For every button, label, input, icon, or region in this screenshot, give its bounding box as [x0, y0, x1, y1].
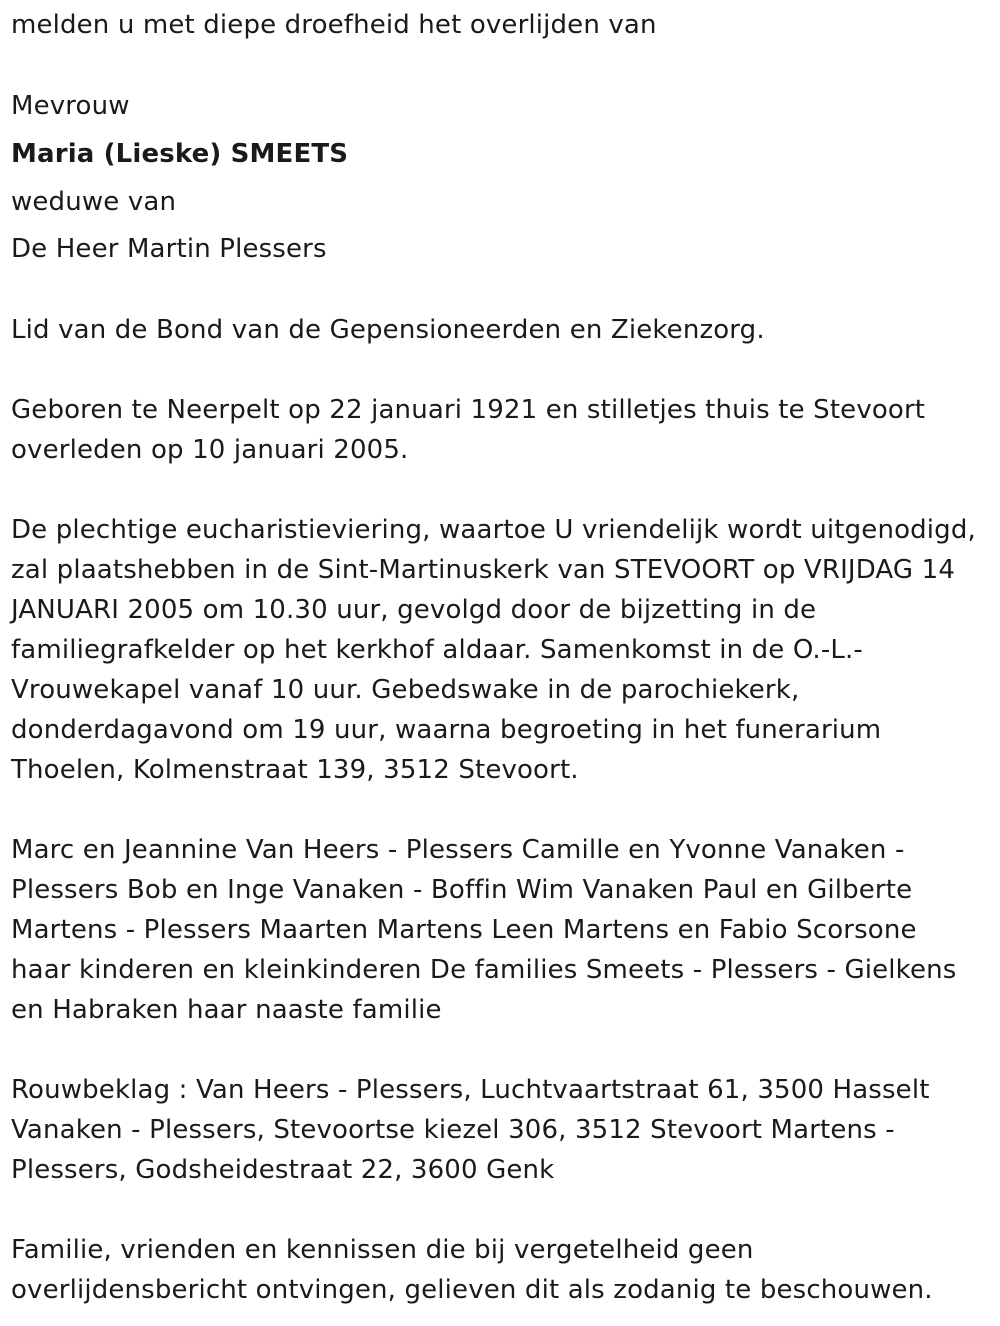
- paragraph-line: JANUARI 2005 om 10.30 uur, gevolgd door de bijzetting in de: [11, 595, 817, 625]
- closing-paragraph: [11, 1230, 996, 1310]
- paragraph-line: en Habraken haar naaste familie: [11, 995, 442, 1025]
- paragraph-line: Geboren te Neerpelt op 22 januari 1921 en stilletjes thuis te Stevoort: [11, 395, 926, 425]
- paragraph-line: donderdagavond om 19 uur, waarna begroeting in het funerarium: [11, 715, 882, 745]
- paragraph-line: Familie, vrienden en kennissen die bij vergetelheid geen: [11, 1235, 754, 1265]
- paragraph-line: overleden op 10 januari 2005.: [11, 435, 409, 465]
- paragraph-line: Plessers, Godsheidestraat 22, 3600 Genk: [11, 1155, 555, 1185]
- condolences-paragraph: [11, 1070, 996, 1190]
- membership-text: Lid van de Bond van de Gepensioneerden en Ziekenzorg.: [11, 315, 765, 345]
- paragraph-line: Thoelen, Kolmenstraat 139, 3512 Stevoort.: [11, 755, 579, 785]
- paragraph-line: Vanaken - Plessers, Stevoortse kiezel 306, 3512 Stevoort Martens -: [11, 1115, 895, 1145]
- title-prefix: Mevrouw: [11, 91, 130, 121]
- birth-death-paragraph: [11, 390, 996, 470]
- intro-text: melden u met diepe droefheid het overlijden van: [11, 10, 657, 40]
- paragraph-line: Martens - Plessers Maarten Martens Leen Martens en Fabio Scorsone: [11, 915, 917, 945]
- paragraph-line: haar kinderen en kleinkinderen De families Smeets - Plessers - Gielkens: [11, 955, 957, 985]
- relation-text: weduwe van: [11, 187, 177, 217]
- paragraph-line: Rouwbeklag : Van Heers - Plessers, Luchtvaartstraat 61, 3500 Hasselt: [11, 1075, 930, 1105]
- paragraph-line: overlijdensbericht ontvingen, gelieven dit als zodanig te beschouwen.: [11, 1275, 933, 1305]
- ceremony-paragraph: [11, 510, 996, 790]
- paragraph-line: zal plaatshebben in de Sint-Martinuskerk van STEVOORT op VRIJDAG 14: [11, 555, 956, 585]
- paragraph-line: De plechtige eucharistieviering, waartoe U vriendelijk wordt uitgenodigd,: [11, 515, 976, 545]
- paragraph-line: Marc en Jeannine Van Heers - Plessers Camille en Yvonne Vanaken -: [11, 835, 905, 865]
- deceased-name: Maria (Lieske) SMEETS: [11, 139, 349, 169]
- paragraph-line: Vrouwekapel vanaf 10 uur. Gebedswake in de parochiekerk,: [11, 675, 800, 705]
- family-paragraph: [11, 830, 996, 1030]
- paragraph-line: Plessers Bob en Inge Vanaken - Boffin Wim Vanaken Paul en Gilberte: [11, 875, 913, 905]
- spouse-name: De Heer Martin Plessers: [11, 234, 327, 264]
- paragraph-line: familiegrafkelder op het kerkhof aldaar. Samenkomst in de O.-L.-: [11, 635, 863, 665]
